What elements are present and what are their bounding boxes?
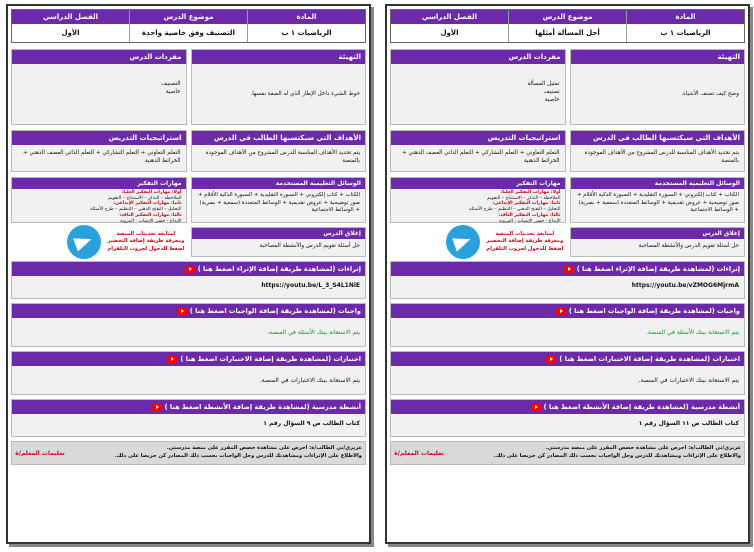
teacher-notes	[11, 441, 366, 465]
closing-text: حل أسئلة تقويم الدرس والأنشطة المصاحبة	[638, 243, 739, 249]
teacher-notes	[390, 441, 745, 465]
skills-box	[11, 177, 187, 223]
vocab-title: مفردات الدرس	[12, 50, 186, 64]
intro-text: وضح كيف تصنف الأشياء.	[681, 90, 739, 97]
activities-title[interactable]: أنشطة مدرسية (لمشاهدة طريقة إضافة الأنشطة اضغط هنا )	[12, 400, 365, 414]
strategies-text: التعلم التعاوني + التعلم التشاركي + التعلم الذاتي العصف الذهني + الخرائط الذهنية	[23, 150, 181, 165]
strategies-title: استراتيجيات التدريس	[12, 131, 186, 145]
subject-col	[626, 10, 744, 42]
vocab-item: خاصية	[544, 97, 560, 104]
exams-section	[390, 351, 745, 395]
tools-text: الكتاب + كتاب إلكتروني + السبورة التقليدية + السبورة الذكية الأقلام + صور توضيحية + عروض تقديمية + الوسائط المتعددة (سمعية + بصرية) + الوسائط الاجتماعية	[576, 192, 739, 214]
exams-title[interactable]: اختبارات (لمشاهدة طريقة إضافة الاختبارات اضغط هنا )	[391, 352, 744, 366]
vocab-item: التصنيف	[161, 81, 181, 87]
vocab-list	[12, 64, 186, 124]
teacher-notes-label: تعليمات المعلم/ة	[15, 449, 65, 457]
youtube-icon[interactable]	[167, 356, 177, 363]
exams-title[interactable]: اختبارات (لمشاهدة طريقة إضافة الاختبارات اضغط هنا )	[12, 352, 365, 366]
goals-title: الأهداف التي سيكتسبها الطالب في الدرس	[571, 131, 745, 145]
intro-box	[191, 49, 367, 125]
subject-heading: المادة	[627, 10, 744, 24]
homework-title[interactable]: واجبات (لمشاهدة طريقة إضافة الواجبات اضغط هنا )	[12, 304, 365, 318]
homework-title[interactable]: واجبات (لمشاهدة طريقة إضافة الواجبات اضغط هنا )	[391, 304, 744, 318]
lesson-plan-page-1	[385, 4, 750, 544]
youtube-icon[interactable]	[531, 404, 541, 411]
homework-text: يتم الاستعانة ببنك الأسئلة في المنصة.	[267, 328, 360, 336]
topic-value: التصنيف وفق خاصية واحدة	[142, 29, 235, 37]
goals-box	[570, 130, 746, 172]
skills-line-2: الملاحظة – التذكر – الاستنتاج – التقويم	[487, 195, 561, 201]
telegram-icon[interactable]	[67, 225, 101, 259]
vocab-list	[391, 64, 565, 124]
lesson-plan-page-2	[6, 4, 371, 544]
telegram-text: لمتابعة تحديثات المنصة ومعرفة طريقة إضافة التحضير اضغط للدخول لجروب التلقرام	[107, 231, 185, 252]
exams-section	[11, 351, 366, 395]
telegram-link[interactable]	[11, 227, 187, 257]
goals-box	[191, 130, 367, 172]
skills-line-1: أولا: مهارات التفكير العليا:	[500, 190, 561, 195]
vocab-item: خاصية	[165, 89, 181, 96]
vocab-item: تمثيل المسألة	[527, 81, 560, 87]
skills-text	[391, 189, 565, 225]
vocab-title: مفردات الدرس	[391, 50, 565, 64]
activities-section	[11, 399, 366, 437]
strategies-box	[390, 130, 566, 172]
activities-text: كتاب الطالب ص ١١ السؤال رقم ١	[638, 420, 739, 427]
telegram-icon[interactable]	[446, 225, 480, 259]
tools-title: الوسائل التعليمية المستخدمة	[571, 178, 745, 189]
closing-title: إغلاق الدرس	[571, 228, 745, 239]
tools-text: الكتاب + كتاب إلكتروني + السبورة التقليدية + السبورة الذكية الأقلام + صور توضيحية + عروض تقديمية + الوسائط المتعددة (سمعية + بصرية) + الوسائط الاجتماعية	[197, 192, 360, 214]
intro-text: حوط الشيء داخل الإطار الذي له الصفة نفسها.	[250, 90, 360, 97]
subject-value: الرياضيات ١ ب	[281, 29, 332, 37]
closing-box	[191, 227, 367, 257]
intro-title: التهيئة	[192, 50, 366, 64]
vocab-box	[390, 49, 566, 125]
skills-line-5: ثالثا: مهارات التفكير الناقد:	[498, 212, 561, 218]
homework-section	[11, 303, 366, 347]
skills-line-4: التحليل – التفتح الذهني – التنظيم – طرح الأسئلة	[469, 207, 561, 213]
term-heading: الفصل الدراسي	[391, 10, 508, 24]
activities-text: كتاب الطالب ص ٩ السؤال رقم ١	[263, 420, 360, 427]
skills-line-5: ثالثا: مهارات التفكير الناقد:	[119, 212, 182, 218]
strategies-title: استراتيجيات التدريس	[391, 131, 565, 145]
strategies-box	[11, 130, 187, 172]
closing-title: إغلاق الدرس	[192, 228, 366, 239]
youtube-icon[interactable]	[564, 266, 574, 273]
enrichment-link[interactable]: https://youtu.be/L_3_S4L1NiE	[261, 282, 360, 289]
header-table	[390, 9, 745, 43]
subject-heading: المادة	[248, 10, 365, 24]
homework-text: يتم الاستعانة ببنك الأسئلة في المنصة.	[646, 328, 739, 336]
enrichment-title[interactable]: إثراءات (لمشاهدة طريقة إضافة الإثراء اضغط هنا )	[12, 262, 365, 276]
header-table	[11, 9, 366, 43]
skills-text	[12, 189, 186, 225]
topic-col	[129, 10, 247, 42]
closing-text: حل أسئلة تقويم الدرس والأنشطة المصاحبة	[259, 243, 360, 249]
youtube-icon[interactable]	[185, 266, 195, 273]
tools-box	[191, 177, 367, 223]
enrichment-section	[390, 261, 745, 299]
activities-section	[390, 399, 745, 437]
teacher-notes-text: عزيزي/تي الطالب/ة: احرص على مشاهدة حصص المقرر على منصة مدرستي. والاطلاع على الإثراءات ومشاهدتك للدرس وحل الواجبات بحسب ذلك المصادر كن حريصا على ذلك.	[114, 445, 362, 459]
term-heading: الفصل الدراسي	[12, 10, 129, 24]
topic-heading: موضوع الدرس	[509, 10, 626, 24]
term-value: الأول	[440, 29, 459, 37]
tools-title: الوسائل التعليمية المستخدمة	[192, 178, 366, 189]
teacher-notes-label: تعليمات المعلم/ة	[394, 449, 444, 457]
tools-box	[570, 177, 746, 223]
youtube-icon[interactable]	[152, 404, 162, 411]
intro-title: التهيئة	[571, 50, 745, 64]
youtube-icon[interactable]	[556, 308, 566, 315]
topic-heading: موضوع الدرس	[130, 10, 247, 24]
subject-col	[247, 10, 365, 42]
vocab-box	[11, 49, 187, 125]
exams-text: يتم الاستعانة ببنك الاختبارات في المنصة.	[638, 376, 739, 384]
youtube-icon[interactable]	[177, 308, 187, 315]
closing-box	[570, 227, 746, 257]
goals-text: يتم تحديد الأهداف المناسبة للدرس المشروح من الأهداف الموجودة بالمنصة	[584, 150, 739, 165]
youtube-icon[interactable]	[546, 356, 556, 363]
activities-title[interactable]: أنشطة مدرسية (لمشاهدة طريقة إضافة الأنشطة اضغط هنا )	[391, 400, 744, 414]
strategies-text: التعلم التعاوني + التعلم التشاركي + التعلم الذاتي العصف الذهني + الخرائط الذهنية	[402, 150, 560, 165]
term-col	[12, 10, 129, 42]
skills-line-3: ثانيا: مهارات التفكير الإبداعي:	[492, 201, 561, 207]
skills-box	[390, 177, 566, 223]
skills-title: مهارات التفكير	[12, 178, 186, 189]
topic-col	[508, 10, 626, 42]
enrichment-title[interactable]: إثراءات (لمشاهدة طريقة إضافة الإثراء اضغط هنا )	[391, 262, 744, 276]
skills-title: مهارات التفكير	[391, 178, 565, 189]
skills-line-6: الإبداع - حسن الإنصات - المرونة	[120, 218, 182, 224]
enrichment-section	[11, 261, 366, 299]
subject-value: الرياضيات ١ ب	[660, 29, 711, 37]
homework-section	[390, 303, 745, 347]
term-col	[391, 10, 508, 42]
teacher-notes-text: عزيزي/تي الطالب/ة: احرص على مشاهدة حصص المقرر على منصة مدرستي. والاطلاع على الإثراءات ومشاهدتك للدرس وحل الواجبات بحسب ذلك المصادر كن حريصا على ذلك.	[493, 445, 741, 459]
intro-box	[570, 49, 746, 125]
goals-text: يتم تحديد الأهداف المناسبة للدرس المشروح من الأهداف الموجودة بالمنصة	[205, 150, 360, 165]
term-value: الأول	[61, 29, 80, 37]
enrichment-link[interactable]: https://youtu.be/vZMOG6MjrmA	[631, 282, 739, 289]
skills-line-2: الملاحظة – التذكر – الاستنتاج – التقويم	[108, 195, 182, 201]
exams-text: يتم الاستعانة ببنك الاختبارات في المنصة.	[259, 376, 360, 384]
skills-line-3: ثانيا: مهارات التفكير الإبداعي:	[113, 201, 182, 207]
topic-value: أحل المسألة أمثلها	[535, 29, 600, 37]
vocab-item: تصنيف	[543, 89, 560, 96]
telegram-link[interactable]	[390, 227, 566, 257]
skills-line-1: أولا: مهارات التفكير العليا:	[121, 190, 182, 195]
skills-line-6: الإبداع - حسن الإنصات - المرونة	[499, 218, 561, 224]
telegram-text: لمتابعة تحديثات المنصة ومعرفة طريقة إضافة التحضير اضغط للدخول لجروب التلقرام	[486, 231, 564, 252]
goals-title: الأهداف التي سيكتسبها الطالب في الدرس	[192, 131, 366, 145]
skills-line-4: التحليل – التفتح الذهني – التنظيم – طرح الأسئلة	[90, 207, 182, 213]
